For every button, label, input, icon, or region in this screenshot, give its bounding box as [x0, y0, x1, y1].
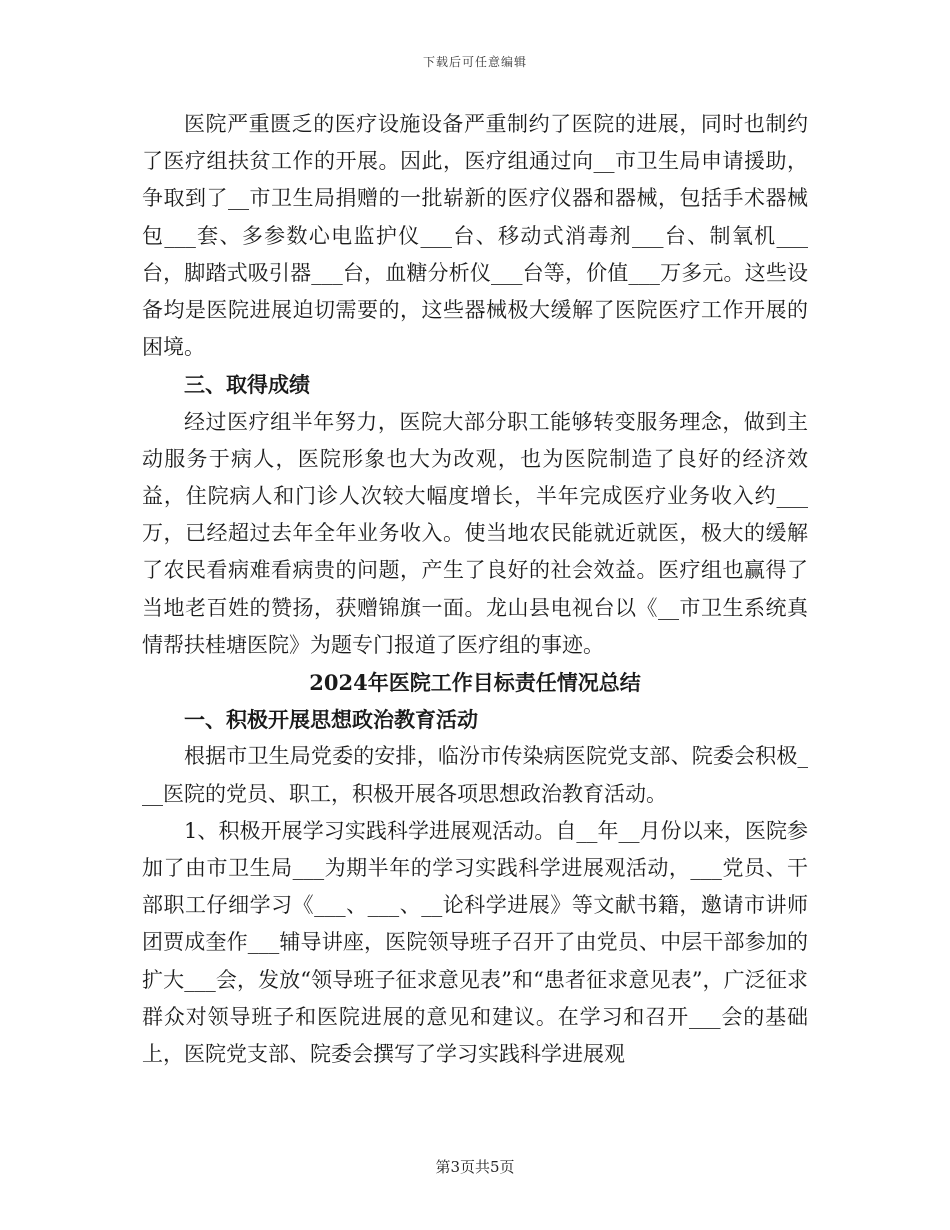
page-footer: 第3页共5页 — [435, 1158, 515, 1176]
section-heading-political-education: 一、积极开展思想政治教育活动 — [184, 707, 478, 733]
header-note: 下载后可任意编辑 — [422, 55, 527, 69]
paragraph-party-arrangement: 根据市卫生局党委的安排，临汾市传染病医院党支部、院委会积极___医院的党员、职工，积极开展各项思想政治教育活动。 — [142, 744, 808, 806]
document-body — [142, 106, 808, 1073]
paragraph-equipment: 医院严重匮乏的医疗设施设备严重制约了医院的进展，同时也制约了医疗组扶贫工作的开展。因此，医疗组通过向__市卫生局申请援助，争取到了__市卫生局捐赠的一批崭新的医疗仪器和器械，包括手术器械包___套、多参数心电监护仪___台、移动式消毒剂___台、制氧机___台，脚踏式吸引器___台，血糖分析仪___台等，价值___万多元。这些设备均是医院进展迫切需要的，这些器械极大缓解了医院医疗工作开展的困境。 — [142, 112, 808, 360]
section-heading-achievements: 三、取得成绩 — [184, 372, 310, 398]
paragraph-science-development: 1、积极开展学习实践科学进展观活动。自__年__月份以来，医院参加了由市卫生局___为期半年的学习实践科学进展观活动，___党员、干部职工仔细学习《___、___、__论科学进展》等文献书籍，邀请市讲师团贾成奎作___辅导讲座，医院领导班子召开了由党员、中层干部参加的扩大___会，发放“领导班子征求意见表”和“患者征求意见表”，广泛征求群众对领导班子和医院进展的意见和建议。在学习和召开___会的基础上，医院党支部、院委会撰写了学习实践科学进展观 — [142, 818, 808, 1067]
paragraph-achievements: 经过医疗组半年努力，医院大部分职工能够转变服务理念，做到主动服务于病人，医院形象也大为改观，也为医院制造了良好的经济效益，住院病人和门诊人次较大幅度增长，半年完成医疗业务收入约___万，已经超过去年全年业务收入。使当地农民能就近就医，极大的缓解了农民看病难看病贵的问题，产生了良好的社会效益。医疗组也赢得了当地老百姓的赞扬，获赠锦旗一面。龙山县电视台以《__市卫生系统真情帮扶桂塘医院》为题专门报道了医疗组的事迹。 — [142, 409, 808, 657]
document-title: 2024年医院工作目标责任情况总结 — [309, 670, 641, 696]
